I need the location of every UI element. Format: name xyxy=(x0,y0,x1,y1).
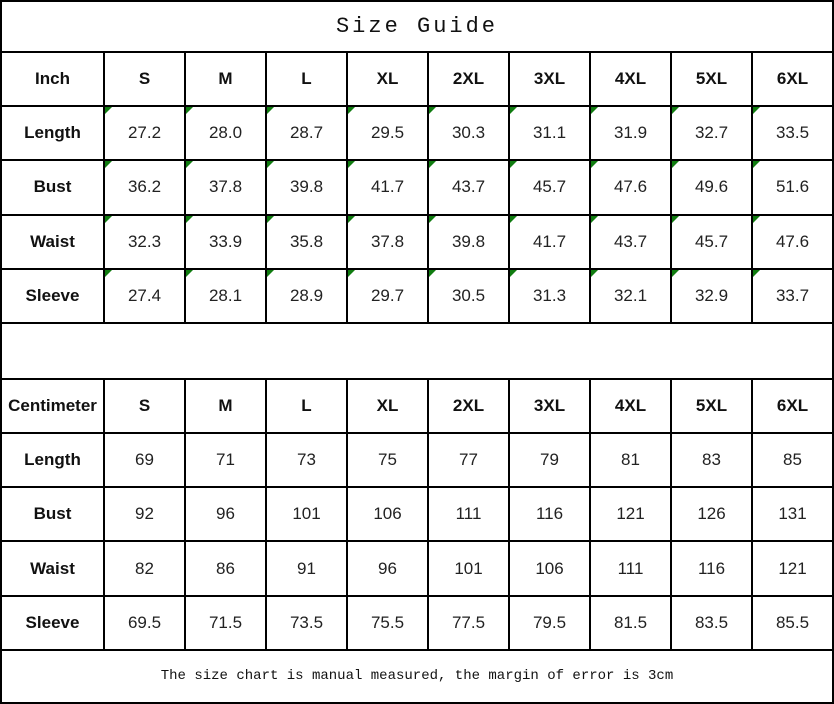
size-column-header: 3XL xyxy=(509,52,590,106)
measurement-row xyxy=(1,541,833,595)
inch-table-body xyxy=(1,52,833,323)
unit-label: Inch xyxy=(1,52,104,106)
measurement-value: 83 xyxy=(671,433,752,487)
measurement-label: Waist xyxy=(1,541,104,595)
measurement-value: 69 xyxy=(104,433,185,487)
measurement-value: 79 xyxy=(509,433,590,487)
unit-label: Centimeter xyxy=(1,379,104,433)
measurement-value: 28.9 xyxy=(266,269,347,323)
measurement-value: 86 xyxy=(185,541,266,595)
measurement-value: 116 xyxy=(509,487,590,541)
measurement-value: 33.7 xyxy=(752,269,833,323)
size-column-header: L xyxy=(266,379,347,433)
measurement-value: 32.9 xyxy=(671,269,752,323)
size-column-header: S xyxy=(104,52,185,106)
measurement-value: 126 xyxy=(671,487,752,541)
measurement-value: 79.5 xyxy=(509,596,590,650)
measurement-value: 96 xyxy=(347,541,428,595)
measurement-value: 75.5 xyxy=(347,596,428,650)
size-column-header: M xyxy=(185,379,266,433)
table-gap xyxy=(1,323,833,379)
measurement-row xyxy=(1,487,833,541)
size-column-header: 6XL xyxy=(752,379,833,433)
measurement-value: 37.8 xyxy=(185,160,266,214)
measurement-value: 32.7 xyxy=(671,106,752,160)
measurement-label: Waist xyxy=(1,215,104,269)
measurement-value: 31.9 xyxy=(590,106,671,160)
measurement-value: 31.1 xyxy=(509,106,590,160)
measurement-value: 51.6 xyxy=(752,160,833,214)
size-column-header: 2XL xyxy=(428,379,509,433)
measurement-value: 85 xyxy=(752,433,833,487)
measurement-value: 43.7 xyxy=(590,215,671,269)
measurement-row xyxy=(1,215,833,269)
measurement-value: 81 xyxy=(590,433,671,487)
size-column-header: 6XL xyxy=(752,52,833,106)
measurement-row xyxy=(1,160,833,214)
measurement-label: Length xyxy=(1,433,104,487)
size-column-header: XL xyxy=(347,52,428,106)
size-column-header: 5XL xyxy=(671,52,752,106)
measurement-value: 71 xyxy=(185,433,266,487)
footnote: The size chart is manual measured, the margin of error is 3cm xyxy=(1,650,833,703)
measurement-value: 27.2 xyxy=(104,106,185,160)
measurement-value: 28.7 xyxy=(266,106,347,160)
measurement-label: Bust xyxy=(1,487,104,541)
measurement-value: 77.5 xyxy=(428,596,509,650)
measurement-value: 106 xyxy=(509,541,590,595)
measurement-value: 111 xyxy=(590,541,671,595)
measurement-value: 106 xyxy=(347,487,428,541)
measurement-value: 32.1 xyxy=(590,269,671,323)
measurement-value: 41.7 xyxy=(347,160,428,214)
size-column-header: S xyxy=(104,379,185,433)
measurement-value: 28.1 xyxy=(185,269,266,323)
size-column-header: 4XL xyxy=(590,379,671,433)
measurement-value: 45.7 xyxy=(671,215,752,269)
title-row xyxy=(1,1,833,52)
measurement-value: 75 xyxy=(347,433,428,487)
size-column-header: 5XL xyxy=(671,379,752,433)
measurement-value: 101 xyxy=(428,541,509,595)
size-header-row xyxy=(1,379,833,433)
measurement-value: 81.5 xyxy=(590,596,671,650)
measurement-value: 73.5 xyxy=(266,596,347,650)
note-row xyxy=(1,650,833,703)
measurement-value: 35.8 xyxy=(266,215,347,269)
measurement-value: 39.8 xyxy=(266,160,347,214)
measurement-label: Sleeve xyxy=(1,269,104,323)
measurement-value: 92 xyxy=(104,487,185,541)
measurement-row xyxy=(1,269,833,323)
measurement-label: Sleeve xyxy=(1,596,104,650)
measurement-value: 28.0 xyxy=(185,106,266,160)
page-title: Size Guide xyxy=(1,1,833,52)
measurement-value: 69.5 xyxy=(104,596,185,650)
measurement-value: 33.5 xyxy=(752,106,833,160)
measurement-value: 33.9 xyxy=(185,215,266,269)
measurement-value: 45.7 xyxy=(509,160,590,214)
measurement-value: 31.3 xyxy=(509,269,590,323)
measurement-value: 32.3 xyxy=(104,215,185,269)
size-column-header: L xyxy=(266,52,347,106)
measurement-value: 47.6 xyxy=(752,215,833,269)
measurement-value: 37.8 xyxy=(347,215,428,269)
measurement-value: 83.5 xyxy=(671,596,752,650)
measurement-value: 91 xyxy=(266,541,347,595)
size-header-row xyxy=(1,52,833,106)
measurement-value: 121 xyxy=(752,541,833,595)
measurement-value: 29.5 xyxy=(347,106,428,160)
measurement-row xyxy=(1,433,833,487)
measurement-value: 43.7 xyxy=(428,160,509,214)
measurement-value: 71.5 xyxy=(185,596,266,650)
measurement-value: 41.7 xyxy=(509,215,590,269)
table-gap-row xyxy=(1,323,833,379)
measurement-value: 85.5 xyxy=(752,596,833,650)
size-column-header: 2XL xyxy=(428,52,509,106)
measurement-value: 29.7 xyxy=(347,269,428,323)
measurement-value: 96 xyxy=(185,487,266,541)
measurement-value: 30.5 xyxy=(428,269,509,323)
measurement-label: Bust xyxy=(1,160,104,214)
size-column-header: XL xyxy=(347,379,428,433)
size-column-header: 4XL xyxy=(590,52,671,106)
measurement-value: 116 xyxy=(671,541,752,595)
measurement-value: 27.4 xyxy=(104,269,185,323)
measurement-row xyxy=(1,106,833,160)
measurement-value: 77 xyxy=(428,433,509,487)
measurement-value: 49.6 xyxy=(671,160,752,214)
measurement-value: 39.8 xyxy=(428,215,509,269)
measurement-value: 36.2 xyxy=(104,160,185,214)
size-column-header: M xyxy=(185,52,266,106)
measurement-value: 121 xyxy=(590,487,671,541)
measurement-value: 111 xyxy=(428,487,509,541)
measurement-value: 82 xyxy=(104,541,185,595)
measurement-value: 73 xyxy=(266,433,347,487)
measurement-value: 101 xyxy=(266,487,347,541)
centimeter-table-body xyxy=(1,379,833,650)
measurement-value: 30.3 xyxy=(428,106,509,160)
measurement-value: 47.6 xyxy=(590,160,671,214)
measurement-row xyxy=(1,596,833,650)
size-column-header: 3XL xyxy=(509,379,590,433)
measurement-label: Length xyxy=(1,106,104,160)
measurement-value: 131 xyxy=(752,487,833,541)
